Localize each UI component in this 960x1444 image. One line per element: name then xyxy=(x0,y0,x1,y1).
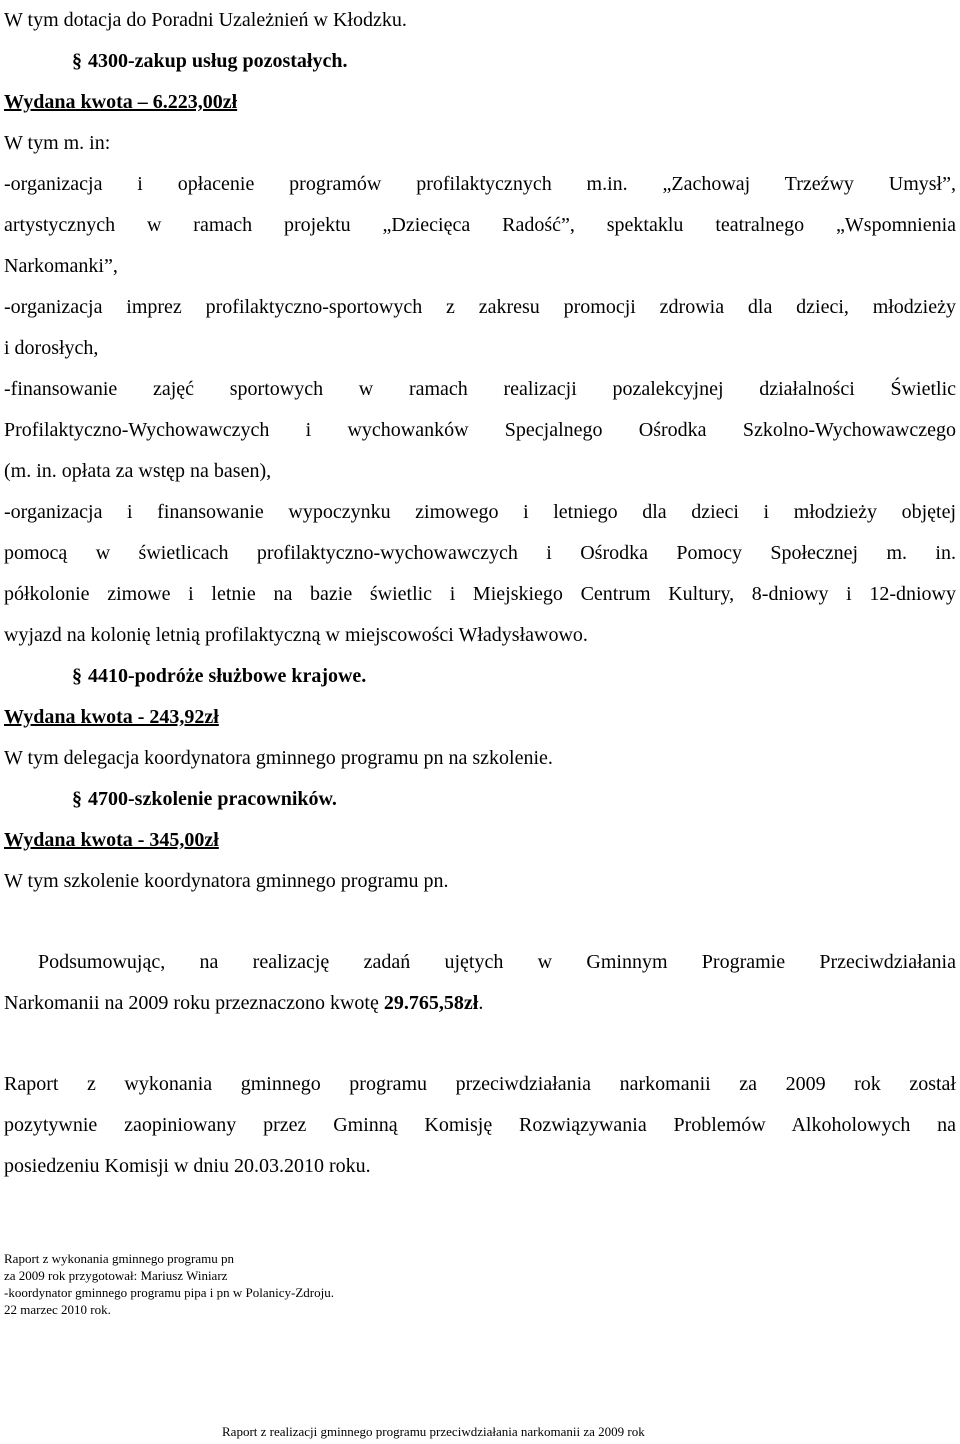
text-line: W tym dotacja do Poradni Uzależnień w Kłodzku. xyxy=(4,9,407,31)
section-title: 4700-szkolenie pracowników. xyxy=(88,788,337,810)
author-notes xyxy=(4,1250,334,1318)
report-line: posiedzeniu Komisji w dniu 20.03.2010 roku. xyxy=(4,1155,371,1177)
amount-line: Wydana kwota - 243,92zł xyxy=(4,706,219,728)
text-line: W tym delegacja koordynatora gminnego programu pn na szkolenie. xyxy=(4,747,553,769)
text-line: Profilaktyczno-Wychowawczych i wychowanków Specjalnego Ośrodka Szkolno-Wychowawczego xyxy=(4,419,956,441)
author-note-line: 22 marzec 2010 rok. xyxy=(4,1302,111,1317)
amount-line: Wydana kwota - 345,00zł xyxy=(4,829,219,851)
report-line: pozytywnie zaopiniowany przez Gminną Komisję Rozwiązywania Problemów Alkoholowych na xyxy=(4,1114,956,1136)
text-line: -organizacja imprez profilaktyczno-sportowych z zakresu promocji zdrowia dla dzieci, młodzieży xyxy=(4,296,956,318)
text-line: artystycznych w ramach projektu „Dziecięca Radość”, spektaklu teatralnego „Wspomnienia xyxy=(4,214,956,236)
section-sign: § xyxy=(72,50,82,72)
section-heading-4700 xyxy=(4,779,956,820)
text-line: Narkomanki”, xyxy=(4,255,118,277)
section-sign: § xyxy=(72,788,82,810)
text-line: półkolonie zimowe i letnie na bazie świetlic i Miejskiego Centrum Kultury, 8-dniowy i 12-dniowy xyxy=(4,583,956,605)
summary-text: Narkomanii na 2009 roku przeznaczono kwotę xyxy=(4,992,384,1014)
section-sign: § xyxy=(72,665,82,687)
text-line: i dorosłych, xyxy=(4,337,99,359)
text-line: W tym m. in: xyxy=(4,132,111,154)
text-line: pomocą w świetlicach profilaktyczno-wychowawczych i Ośrodka Pomocy Społecznej m. in. xyxy=(4,542,956,564)
summary-line: Podsumowując, na realizację zadań ujętych w Gminnym Programie Przeciwdziałania xyxy=(38,951,956,973)
section-title: 4300-zakup usług pozostałych. xyxy=(88,50,348,72)
author-note-line: za 2009 rok przygotował: Mariusz Winiarz xyxy=(4,1268,228,1283)
text-line: (m. in. opłata za wstęp na basen), xyxy=(4,460,272,482)
report-line: Raport z wykonania gminnego programu przeciwdziałania narkomanii za 2009 rok został xyxy=(4,1073,956,1095)
summary-period: . xyxy=(478,992,484,1014)
page-footer: Raport z realizacji gminnego programu przeciwdziałania narkomanii za 2009 rok xyxy=(222,1424,645,1439)
amount-line: Wydana kwota – 6.223,00zł xyxy=(4,91,238,113)
author-note-line: -koordynator gminnego programu pipa i pn w Polanicy-Zdroju. xyxy=(4,1285,334,1300)
text-line: -organizacja i finansowanie wypoczynku zimowego i letniego dla dzieci i młodzieży objętej xyxy=(4,501,956,523)
author-note-line: Raport z wykonania gminnego programu pn xyxy=(4,1251,234,1266)
section-heading-4410 xyxy=(4,656,956,697)
document-body xyxy=(4,0,956,1187)
summary-line xyxy=(4,983,956,1024)
section-heading-4300 xyxy=(4,41,956,82)
text-line: wyjazd na kolonię letnią profilaktyczną w miejscowości Władysławowo. xyxy=(4,624,588,646)
summary-total: 29.765,58zł xyxy=(383,992,479,1014)
section-title: 4410-podróże służbowe krajowe. xyxy=(88,665,367,687)
text-line: W tym szkolenie koordynatora gminnego programu pn. xyxy=(4,870,449,892)
text-line: -organizacja i opłacenie programów profilaktycznych m.in. „Zachowaj Trzeźwy Umysł”, xyxy=(4,173,956,195)
text-line: -finansowanie zajęć sportowych w ramach realizacji pozalekcyjnej działalności Świetlic xyxy=(4,378,956,400)
